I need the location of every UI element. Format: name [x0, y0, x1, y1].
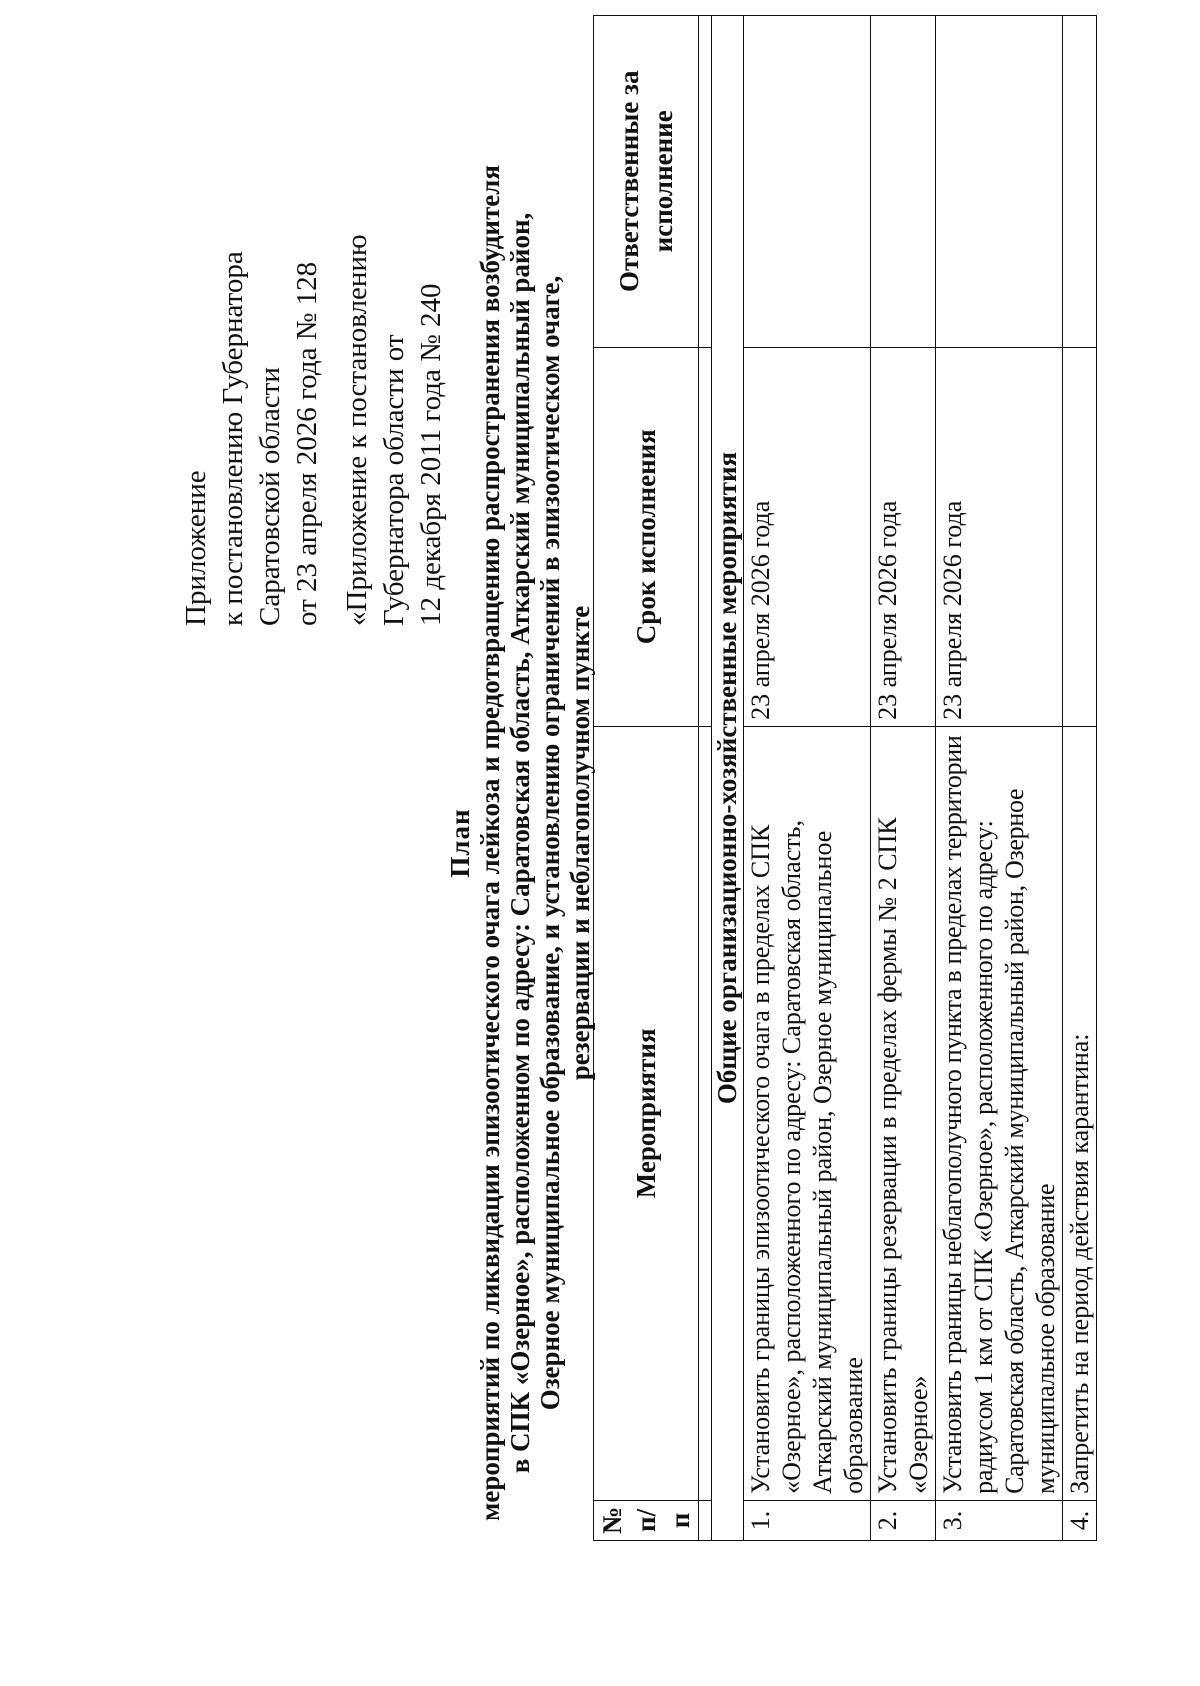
plan-subtitle-line: Озерное муниципальное образование, и установлению ограничений в эпизоотическом очаге, — [535, 275, 565, 1411]
appendix-spacer — [326, 26, 339, 626]
plan-subtitle-line: резервации и неблагополучном пункте — [565, 605, 595, 1081]
header-num: № п/п — [594, 1500, 699, 1540]
row-number: 1. — [744, 1500, 871, 1540]
appendix-line: Приложение — [180, 470, 212, 626]
table-row — [871, 16, 936, 1541]
row-responsible — [871, 16, 936, 348]
row-deadline — [1063, 347, 1097, 726]
spacer-cell — [699, 347, 712, 726]
plan-subtitle-line: мероприятий по ликвидации эпизоотического очага лейкоза и предотвращению распространения возбудителя — [475, 165, 505, 1521]
row-responsible — [744, 16, 871, 348]
appendix-block — [178, 26, 450, 626]
row-measure: Установить границы эпизоотического очага в пределах СПК «Озерное», расположенного по адресу: Саратовская область, Аткарский муниципальный район, Озерное муниципальное образование — [744, 726, 871, 1500]
row-deadline: 23 апреля 2026 года — [871, 347, 936, 726]
header-deadline: Срок исполнения — [594, 347, 699, 726]
spacer-cell — [699, 1500, 712, 1540]
row-measure: Установить границы неблагополучного пункта в пределах территории радиусом 1 км от СПК «Озерное», расположенного по адресу: Саратовская область, Аткарский муниципальный район, Озерное муниципальное образование — [936, 726, 1063, 1500]
row-measure: Запретить на период действия карантина: — [1063, 726, 1097, 1500]
row-responsible — [1063, 16, 1097, 348]
spacer-cell — [699, 726, 712, 1500]
table-row — [744, 16, 871, 1541]
row-number: 3. — [936, 1500, 1063, 1540]
row-number: 4. — [1063, 1500, 1097, 1540]
appendix-line: к постановлению Губернатора — [217, 251, 249, 626]
row-deadline: 23 апреля 2026 года — [744, 347, 871, 726]
amended-appendix-line: 12 декабря 2011 года № 240 — [415, 283, 447, 626]
table-spacer-row — [699, 16, 712, 1541]
measures-table — [593, 15, 1097, 1541]
row-number: 2. — [871, 1500, 936, 1540]
row-measure: Установить границы резервации в пределах фермы № 2 СПК «Озерное» — [871, 726, 936, 1500]
spacer-cell — [699, 16, 712, 348]
header-responsible: Ответственные за исполнение — [594, 16, 699, 348]
row-deadline: 23 апреля 2026 года — [936, 347, 1063, 726]
header-measures: Мероприятия — [594, 726, 699, 1500]
appendix-line: от 23 апреля 2026 года № 128 — [291, 261, 323, 626]
row-responsible — [936, 16, 1063, 348]
plan-subtitle-line: в СПК «Озерное», расположенном по адресу: Саратовская область, Аткарский муниципальный район, — [505, 212, 535, 1474]
appendix-line: Саратовской области — [254, 367, 286, 626]
amended-appendix-line: «Приложение к постановлению — [341, 234, 373, 626]
table-row — [1063, 16, 1097, 1541]
section-title: Общие организационно-хозяйственные мероприятия — [712, 16, 744, 1541]
table-header-row — [594, 16, 699, 1541]
amended-appendix-line: Губернатора области от — [378, 334, 410, 626]
section-row — [712, 16, 744, 1541]
plan-title: План — [445, 808, 475, 878]
table-row — [936, 16, 1063, 1541]
plan-heading — [445, 0, 595, 1686]
